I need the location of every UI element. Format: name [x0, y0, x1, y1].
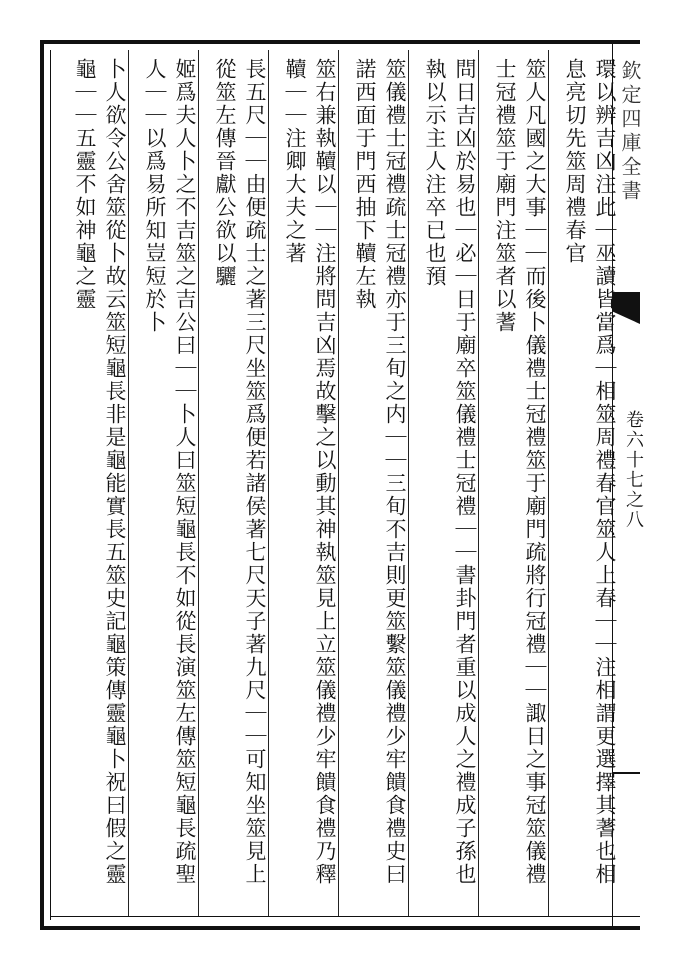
book-title: 欽定四庫全書: [618, 60, 642, 204]
frame-inner-line: [50, 50, 51, 920]
volume-label: 卷六十七之八: [623, 410, 644, 530]
text-column-5: 筮右兼執韇以｜｜注將問吉凶焉故擊之以動其神執筮見上立筮儀禮少牢饋食禮乃釋韇｜｜注卿大夫之著: [283, 58, 337, 886]
page-frame: [40, 40, 640, 930]
text-column-4: 筮儀禮士冠禮疏士冠禮亦于三旬之内｜｜三旬不吉則更筮繫筮儀禮少牢饋食禮史曰諾西面于門西抽下韇左執: [353, 58, 407, 886]
frame-bottom-line: [50, 916, 640, 917]
text-column-8: 卜人欲令公舍筮從卜故云筮短龜長非是龜能實長五筮史記龜策傳靈龜卜祝曰假之靈龜｜｜五靈不如神龜之靈: [73, 58, 127, 886]
text-column-3: 問日吉凶於易也｜必｜日于廟卒筮儀禮士冠禮｜｜書卦門者重以成人之禮成子孫也執以示主人注卒已也預: [423, 58, 477, 886]
text-column-2: 筮人凡國之大事｜｜而後卜儀禮士冠禮筮于廟門疏將行冠禮｜｜諏日之事冠筮儀禮士冠禮筮于廟門注筮者以蓍: [493, 58, 547, 886]
text-column-6: 長五尺｜｜由便疏士之著三尺坐筮爲便若諸侯著七尺天子著九尺｜｜可知坐筮見上從筮左傳晉獻公欲以驪: [213, 58, 267, 886]
text-column-1: 環以辨吉凶注此｜巫讀皆當爲｜相筮周禮春官筮人上春｜｜注相謂更選擇其蓍也相息亮切先筮周禮春官: [563, 58, 617, 886]
text-column-7: 姬爲夫人卜之不吉筮之吉公曰｜｜卜人曰筮短龜長不如從長演筮左傳筮短龜長疏聖人｜｜以爲易所知豈短於卜: [143, 58, 197, 886]
